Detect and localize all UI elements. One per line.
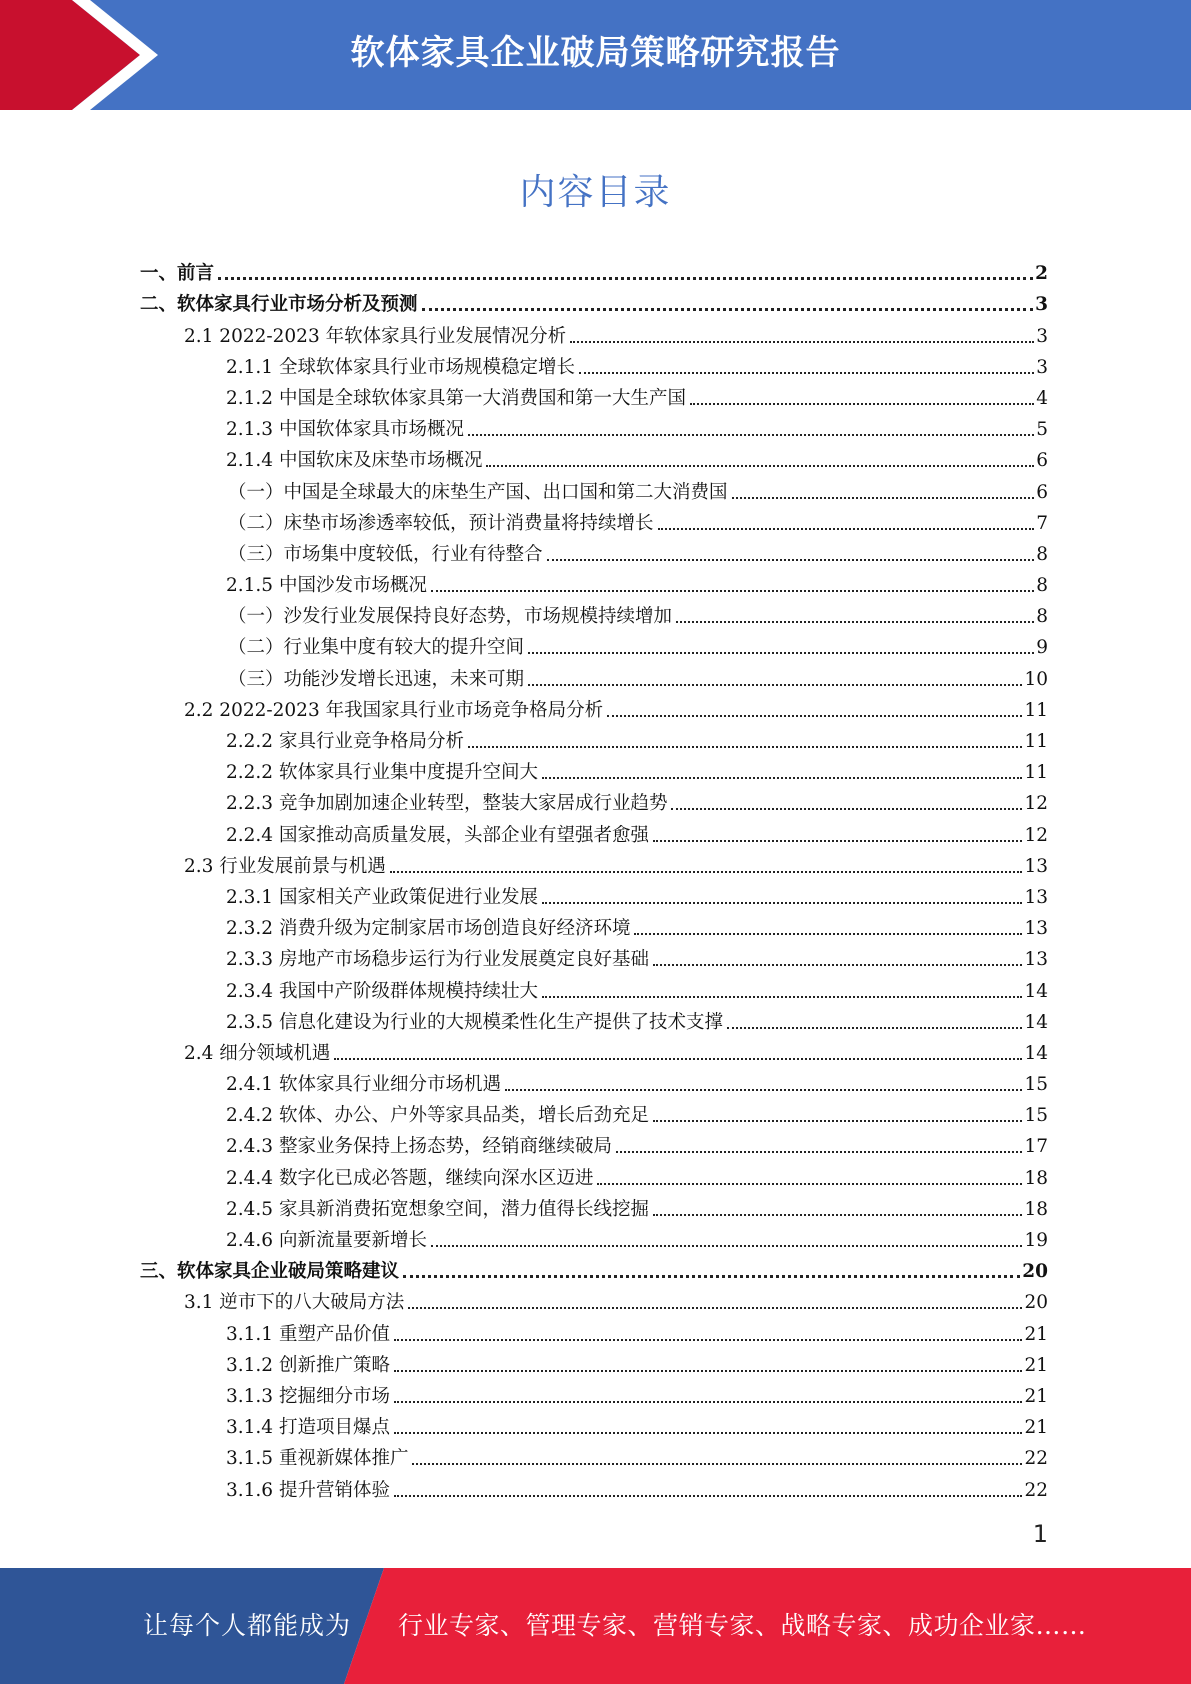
toc-entry[interactable]: [140, 472, 1048, 503]
toc-entry-title: 2.4.3 整家业务保持上扬态势，经销商继续破局: [226, 1136, 612, 1158]
toc-entry-page: 13: [1024, 949, 1048, 971]
toc-entry-title: 2.1.1 全球软体家具行业市场规模稳定增长: [226, 356, 575, 378]
toc-entry-page: 4: [1036, 387, 1048, 409]
toc-dot-leader: [653, 1120, 1022, 1122]
toc-entry[interactable]: [140, 1221, 1048, 1252]
toc-dot-leader: [394, 1432, 1022, 1434]
footer-slogan-right: 行业专家、管理专家、营销专家、战略专家、成功企业家……: [398, 1611, 1087, 1640]
toc-dot-leader: [732, 497, 1035, 499]
toc-entry[interactable]: [140, 971, 1048, 1002]
toc-entry-page: 14: [1024, 980, 1048, 1002]
toc-entry-page: 7: [1036, 512, 1048, 534]
toc-dot-leader: [403, 1275, 1020, 1278]
toc-entry-page: 22: [1024, 1448, 1048, 1470]
toc-dot-leader: [468, 746, 1022, 748]
toc-entry[interactable]: [140, 316, 1048, 347]
toc-entry-title: 2.2.2 家具行业竞争格局分析: [226, 731, 464, 752]
toc-dot-leader: [616, 1151, 1022, 1153]
toc-dot-leader: [394, 1495, 1022, 1497]
toc-entry-title: （一）沙发行业发展保持良好态势，市场规模持续增加: [228, 606, 673, 628]
toc-entry-title: 3.1.3 挖掘细分市场: [226, 1385, 390, 1407]
toc-dot-leader: [542, 996, 1022, 998]
toc-entry[interactable]: [140, 909, 1048, 940]
toc-entry-page: 3: [1036, 325, 1048, 347]
toc-entry-page: 13: [1024, 918, 1048, 940]
toc-entry-title: 3.1.6 提升营销体验: [226, 1479, 390, 1501]
toc-dot-leader: [676, 621, 1034, 623]
toc-dot-leader: [671, 808, 1022, 810]
toc-entry-page: 20: [1022, 1261, 1048, 1283]
page-number: 1: [1032, 1520, 1048, 1548]
toc-entry-page: 8: [1036, 543, 1048, 565]
toc-dot-leader: [653, 840, 1022, 842]
footer-slogan-left: 让每个人都能成为: [143, 1611, 352, 1640]
toc-entry-title: 3.1.1 重塑产品价值: [226, 1323, 390, 1345]
toc-entry-title: 二、软体家具行业市场分析及预测: [140, 294, 418, 316]
toc-entry-title: 2.3.5 信息化建设为行业的大规模柔性化生产提供了技术支撑: [226, 1011, 723, 1033]
toc-dot-leader: [542, 902, 1022, 904]
toc-dot-leader: [690, 403, 1034, 405]
toc-entry-title: 三、软体家具企业破局策略建议: [140, 1261, 400, 1283]
toc-dot-leader: [528, 652, 1034, 654]
toc-entry-page: 13: [1024, 855, 1048, 877]
toc-entry-title: （三）市场集中度较低，行业有待整合: [228, 543, 543, 565]
toc-dot-leader: [218, 277, 1033, 280]
toc-entry[interactable]: [140, 1158, 1048, 1189]
toc-entry[interactable]: [140, 566, 1048, 597]
toc-entry-page: 21: [1024, 1385, 1048, 1407]
toc-entry[interactable]: [140, 441, 1048, 472]
toc-entry[interactable]: [140, 348, 1048, 379]
toc-entry-page: 20: [1024, 1292, 1048, 1314]
toc-entry[interactable]: [140, 1314, 1048, 1345]
toc-entry-page: 11: [1024, 762, 1048, 784]
toc-entry[interactable]: [140, 815, 1048, 846]
toc-dot-leader: [653, 1214, 1022, 1216]
toc-entry-page: 12: [1024, 824, 1048, 846]
toc-entry[interactable]: [140, 1377, 1048, 1408]
toc-entry[interactable]: [140, 784, 1048, 815]
toc-entry-page: 15: [1024, 1105, 1048, 1127]
toc-entry[interactable]: [140, 1065, 1048, 1096]
toc-entry-page: 17: [1024, 1136, 1048, 1158]
toc-entry-page: 21: [1024, 1323, 1048, 1345]
toc-entry-title: （二）行业集中度有较大的提升空间: [228, 637, 525, 659]
toc-dot-leader: [422, 308, 1034, 311]
toc-entry-title: 2.1.4 中国软床及床垫市场概况: [226, 450, 483, 472]
toc-entry-title: 2.2.2 软体家具行业集中度提升空间大: [226, 762, 538, 784]
toc-entry-title: 2.3.2 消费升级为定制家居市场创造良好经济环境: [226, 918, 631, 940]
toc-entry-title: 2.3.3 房地产市场稳步运行为行业发展奠定良好基础: [226, 949, 649, 971]
toc-dot-leader: [653, 964, 1022, 966]
toc-dot-leader: [408, 1307, 1022, 1309]
toc-entry[interactable]: [140, 847, 1048, 878]
table-of-contents: [140, 254, 1048, 1502]
toc-entry-page: 15: [1024, 1074, 1048, 1096]
toc-entry-title: 2.1.5 中国沙发市场概况: [226, 575, 427, 597]
toc-entry[interactable]: [140, 1034, 1048, 1065]
toc-entry-page: 13: [1024, 886, 1048, 908]
toc-entry[interactable]: [140, 722, 1048, 753]
toc-dot-leader: [431, 1245, 1022, 1247]
toc-entry-page: 8: [1036, 606, 1048, 628]
toc-entry-title: 3.1 逆市下的八大破局方法: [184, 1292, 405, 1314]
toc-entry-page: 18: [1024, 1198, 1048, 1220]
toc-entry[interactable]: [140, 535, 1048, 566]
toc-entry-title: 一、前言: [140, 263, 215, 285]
toc-entry-title: 2.1.2 中国是全球软体家具第一大消费国和第一大生产国: [226, 387, 686, 409]
toc-entry[interactable]: [140, 1346, 1048, 1377]
toc-entry-page: 21: [1024, 1417, 1048, 1439]
toc-entry[interactable]: [140, 1408, 1048, 1439]
toc-entry[interactable]: [140, 1127, 1048, 1158]
footer-band: [0, 1568, 1191, 1684]
toc-entry-title: （三）功能沙发增长迅速，未来可期: [228, 668, 525, 690]
toc-entry-page: 14: [1024, 1011, 1048, 1033]
toc-entry[interactable]: [140, 878, 1048, 909]
toc-entry-page: 2: [1035, 263, 1048, 285]
toc-dot-leader: [634, 933, 1022, 935]
toc-entry-page: 22: [1024, 1479, 1048, 1501]
toc-entry-title: 2.1.3 中国软体家具市场概况: [226, 419, 464, 441]
toc-entry-title: （二）床垫市场渗透率较低，预计消费量将持续增长: [228, 512, 654, 534]
toc-dot-leader: [505, 1089, 1022, 1091]
report-title: 软体家具企业破局策略研究报告: [350, 33, 841, 73]
toc-entry-page: 18: [1024, 1167, 1048, 1189]
toc-entry-title: 3.1.2 创新推广策略: [226, 1354, 390, 1376]
toc-entry-title: 3.1.5 重视新媒体推广: [226, 1448, 409, 1470]
toc-entry[interactable]: [140, 628, 1048, 659]
toc-dot-leader: [412, 1463, 1022, 1465]
toc-dot-leader: [468, 434, 1034, 436]
toc-entry[interactable]: [140, 1439, 1048, 1470]
toc-entry-title: 2.4.6 向新流量要新增长: [226, 1230, 427, 1251]
toc-dot-leader: [486, 465, 1034, 467]
toc-entry[interactable]: [140, 504, 1048, 535]
header-band: [0, 0, 1191, 110]
toc-entry-title: 3.1.4 打造项目爆点: [226, 1417, 390, 1439]
toc-entry-title: 2.2 2022-2023 年我国家具行业市场竞争格局分析: [184, 699, 604, 721]
toc-entry-title: （一）中国是全球最大的床垫生产国、出口国和第二大消费国: [228, 481, 728, 503]
toc-dot-leader: [542, 777, 1022, 779]
toc-entry[interactable]: [140, 410, 1048, 441]
toc-entry-page: 6: [1036, 481, 1048, 503]
toc-dot-leader: [394, 1401, 1022, 1403]
toc-entry[interactable]: [140, 659, 1048, 690]
toc-entry-page: 10: [1024, 668, 1048, 690]
toc-entry[interactable]: [140, 379, 1048, 410]
toc-entry-page: 8: [1036, 575, 1048, 597]
toc-entry[interactable]: [140, 285, 1048, 316]
toc-entry-page: 6: [1036, 450, 1048, 472]
toc-dot-leader: [390, 871, 1023, 873]
toc-entry[interactable]: [140, 1096, 1048, 1127]
toc-entry[interactable]: [140, 753, 1048, 784]
toc-dot-leader: [431, 590, 1034, 592]
toc-entry[interactable]: [140, 1190, 1048, 1221]
toc-dot-leader: [658, 528, 1035, 530]
toc-entry-page: 5: [1036, 419, 1048, 441]
toc-entry[interactable]: [140, 254, 1048, 285]
toc-entry-page: 12: [1024, 793, 1048, 815]
toc-entry-page: 11: [1024, 731, 1048, 752]
toc-entry[interactable]: [140, 1252, 1048, 1283]
toc-entry-title: 2.4.5 家具新消费拓宽想象空间，潜力值得长线挖掘: [226, 1198, 649, 1220]
toc-dot-leader: [394, 1370, 1022, 1372]
toc-heading: 内容目录: [519, 172, 672, 213]
toc-entry-page: 11: [1024, 699, 1048, 721]
toc-dot-leader: [334, 1058, 1022, 1060]
toc-dot-leader: [394, 1339, 1022, 1341]
toc-entry-title: 2.3 行业发展前景与机遇: [184, 855, 386, 877]
toc-entry-page: 9: [1036, 637, 1048, 659]
toc-entry-page: 3: [1035, 294, 1048, 316]
toc-dot-leader: [597, 1183, 1022, 1185]
toc-entry-title: 2.4.2 软体、办公、户外等家具品类，增长后劲充足: [226, 1105, 649, 1127]
toc-entry-title: 2.1 2022-2023 年软体家具行业发展情况分析: [184, 325, 567, 347]
toc-entry-title: 2.4 细分领域机遇: [184, 1042, 331, 1064]
toc-entry-title: 2.2.3 竞争加剧加速企业转型，整装大家居成行业趋势: [226, 793, 668, 815]
toc-entry-page: 19: [1024, 1230, 1048, 1251]
toc-dot-leader: [727, 1027, 1022, 1029]
toc-entry-title: 2.4.1 软体家具行业细分市场机遇: [226, 1074, 501, 1096]
toc-entry-title: 2.2.4 国家推动高质量发展，头部企业有望强者愈强: [226, 824, 649, 846]
toc-entry-title: 2.3.4 我国中产阶级群体规模持续壮大: [226, 980, 538, 1002]
toc-dot-leader: [528, 684, 1022, 686]
toc-dot-leader: [579, 372, 1034, 374]
toc-dot-leader: [547, 559, 1035, 561]
toc-entry[interactable]: [140, 940, 1048, 971]
toc-entry-page: 3: [1036, 356, 1048, 378]
toc-entry-title: 2.3.1 国家相关产业政策促进行业发展: [226, 886, 538, 908]
toc-entry-title: 2.4.4 数字化已成必答题，继续向深水区迈进: [226, 1167, 594, 1189]
toc-entry[interactable]: [140, 1003, 1048, 1034]
toc-dot-leader: [607, 715, 1022, 717]
toc-entry[interactable]: [140, 1283, 1048, 1314]
toc-entry[interactable]: [140, 1470, 1048, 1501]
toc-entry-page: 14: [1024, 1042, 1048, 1064]
toc-dot-leader: [570, 341, 1034, 343]
toc-entry[interactable]: [140, 597, 1048, 628]
toc-entry-page: 21: [1024, 1354, 1048, 1376]
toc-entry[interactable]: [140, 691, 1048, 722]
